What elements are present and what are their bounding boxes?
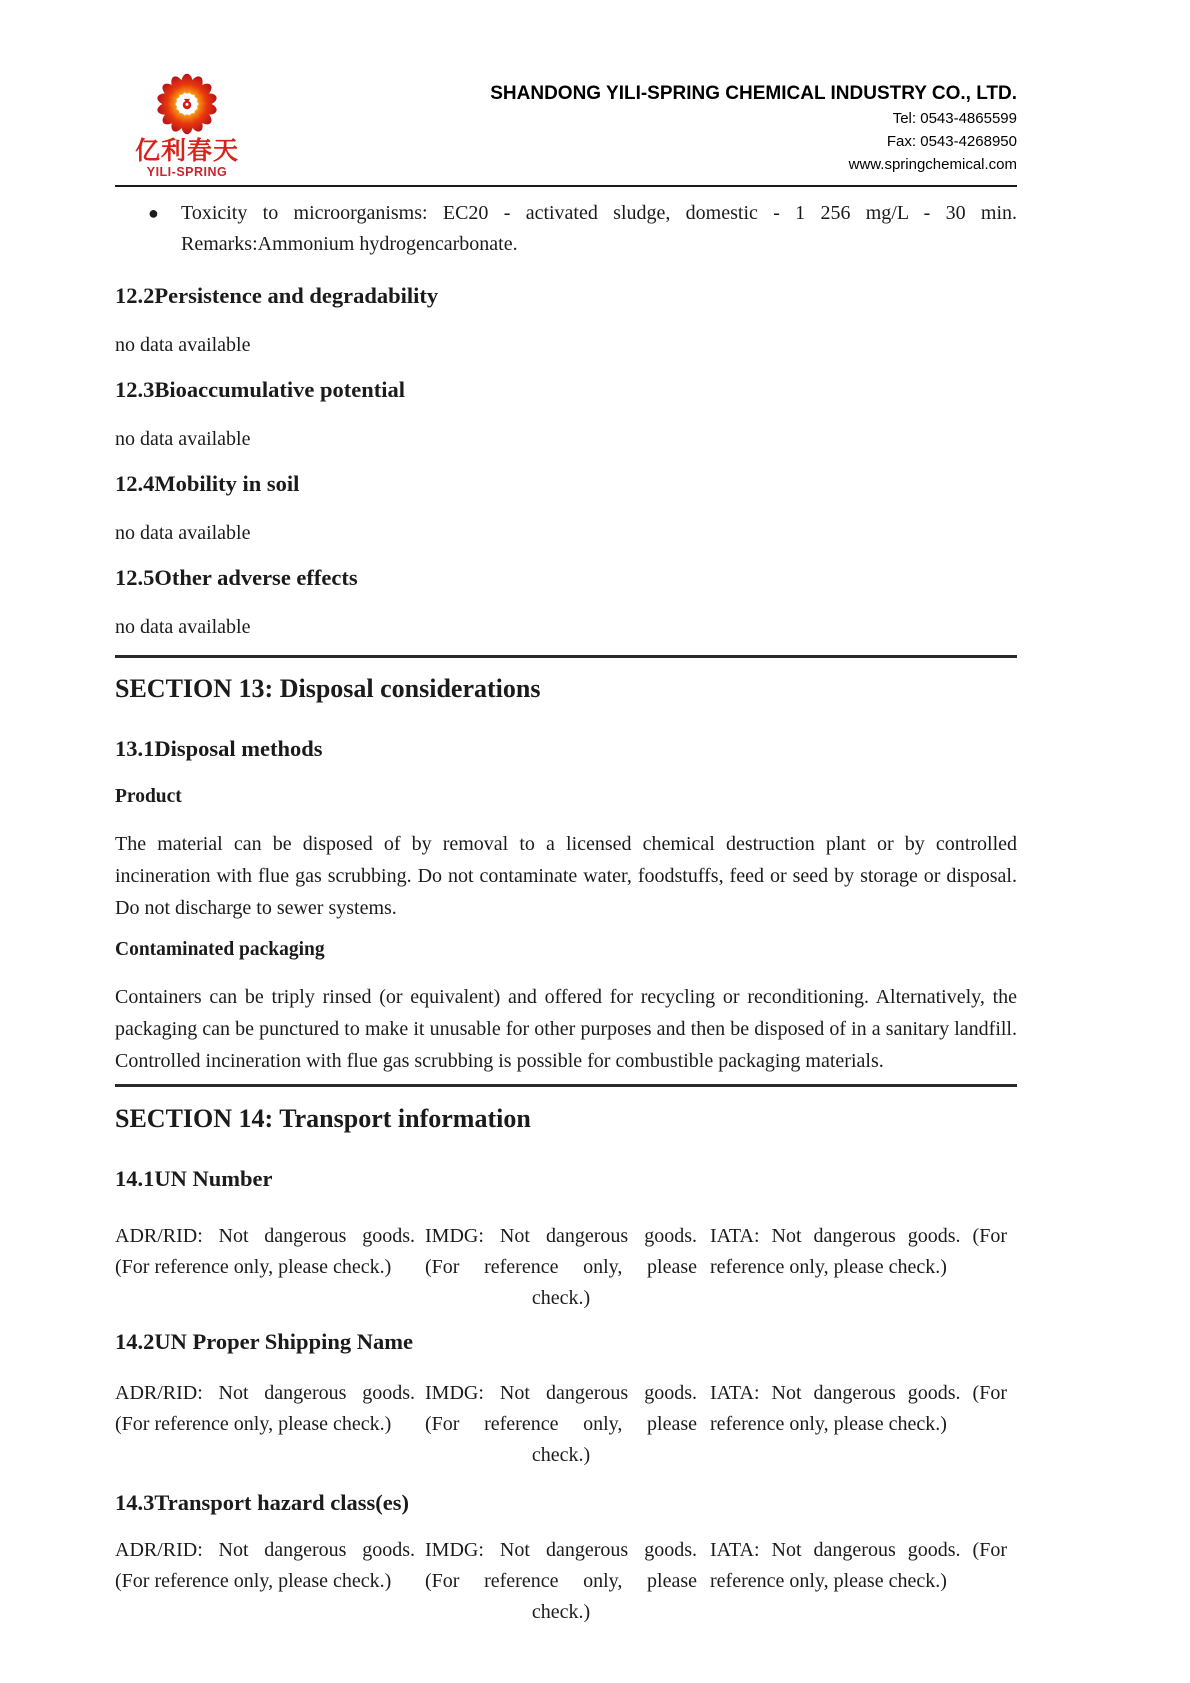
iata-cell: IATA: Not dangerous goods. (For reference only, please check.) [710,1382,1007,1435]
heading-12-2: 12.2Persistence and degradability [115,283,439,308]
section-14-divider [115,1084,1017,1087]
toxicity-bullet-item [115,198,1017,260]
company-tel: Tel: 0543-4865599 [892,110,1017,127]
page-header [115,0,1017,179]
flower-logo-icon [153,72,221,136]
no-data-12-2: no data available [115,334,251,356]
heading-14-2: 14.2UN Proper Shipping Name [115,1329,413,1354]
company-fax: Fax: 0543-4268950 [886,133,1017,150]
company-name: SHANDONG YILI-SPRING CHEMICAL INDUSTRY CO., LTD. [490,83,1017,104]
iata-cell: IATA: Not dangerous goods. (For reference only, please check.) [710,1539,1007,1592]
imdg-cell: IMDG: Not dangerous goods. (For reference only, please check.) [425,1225,697,1309]
section-14-title: SECTION 14: Transport information [115,1104,531,1133]
company-website: www.springchemical.com [848,156,1017,173]
no-data-12-4: no data available [115,522,251,544]
no-data-12-5: no data available [115,616,251,638]
heading-12-5: 12.5Other adverse effects [115,565,358,590]
no-data-12-3: no data available [115,428,251,450]
adr-rid-cell: ADR/RID: Not dangerous goods. (For reference only, please check.) [115,1539,415,1592]
logo-english-text: YILI-SPRING [146,165,228,179]
toxicity-bullet-text [181,198,1017,260]
header-contact-block [490,72,1017,175]
imdg-cell: IMDG: Not dangerous goods. (For reference only, please check.) [425,1539,697,1623]
toxicity-line-1: Toxicity to microorganisms: EC20 - activated sludge, domestic - 1 256 mg/L - 30 min. [181,202,1017,224]
header-divider [115,185,1017,187]
contaminated-packaging-label: Contaminated packaging [115,939,325,960]
adr-rid-cell: ADR/RID: Not dangerous goods. (For reference only, please check.) [115,1382,415,1435]
product-label: Product [115,786,182,807]
section-13-divider [115,655,1017,658]
logo-chinese-text: 亿利春天 [134,137,239,165]
toxicity-line-2: Remarks:Ammonium hydrogencarbonate. [181,233,518,255]
contaminated-packaging-paragraph: Containers can be triply rinsed (or equivalent) and offered for recycling or reconditioning. Alternatively, the packaging can be punctured to make it unusable for other purposes and then be disposed of in a sanitary landfill. Controlled incineration with flue gas scrubbing is possible for combustible packaging materials. [115,986,1017,1072]
heading-13-1: 13.1Disposal methods [115,736,323,761]
heading-12-4: 12.4Mobility in soil [115,471,300,496]
transport-row-hazard-class [115,1535,1017,1628]
product-paragraph: The material can be disposed of by removal to a licensed chemical destruction plant or by controlled incineration with flue gas scrubbing. Do not contaminate water, foodstuffs, feed or seed by storage or disposal. Do not discharge to sewer systems. [115,833,1017,919]
transport-row-shipping-name [115,1378,1017,1471]
heading-14-1: 14.1UN Number [115,1166,273,1191]
transport-row-un-number [115,1221,1017,1314]
imdg-cell: IMDG: Not dangerous goods. (For reference only, please check.) [425,1382,697,1466]
heading-12-3: 12.3Bioaccumulative potential [115,377,405,402]
heading-14-3: 14.3Transport hazard class(es) [115,1490,409,1515]
iata-cell: IATA: Not dangerous goods. (For reference only, please check.) [710,1225,1007,1278]
section-13-title: SECTION 13: Disposal considerations [115,674,541,703]
company-logo [123,72,251,179]
bullet-icon: ● [148,203,159,223]
adr-rid-cell: ADR/RID: Not dangerous goods. (For reference only, please check.) [115,1225,415,1278]
